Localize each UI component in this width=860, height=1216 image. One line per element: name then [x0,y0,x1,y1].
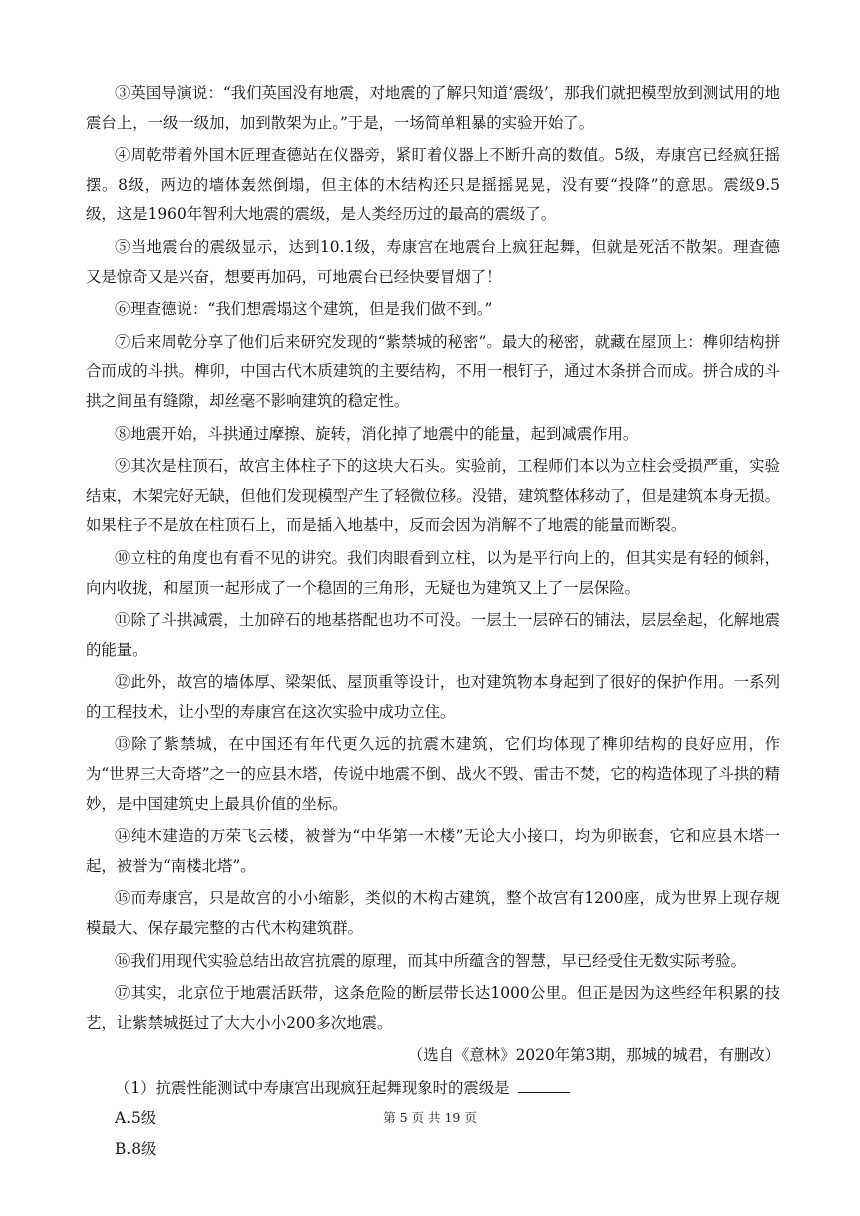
paragraph-14: ⑭纯木建造的万荣飞云楼，被誉为“中华第一木楼”无论大小接口，均为卯嵌套，它和应县木塔一起，被誉为“南楼北塔”。 [86,827,780,875]
paragraph-11: ⑪除了斗拱减震，土加碎石的地基搭配也功不可没。一层土一层碎石的铺法，层层垒起，化解地震的能量。 [86,611,780,659]
paragraph-16: ⑯我们用现代实验总结出故宫抗震的原理，而其中所蕴含的智慧，早已经受住无数实际考验。 [115,951,747,970]
paragraph-13: ⑬除了紫禁城，在中国还有年代更久远的抗震木建筑，它们均体现了榫卯结构的良好应用，作为“世界三大奇塔”之一的应县木塔，传说中地震不倒、战火不毁、雷击不焚，它的构造体现了斗拱的精妙，是中国建筑史上最具价值的坐标。 [86,735,780,813]
article-body [86,79,780,1164]
option-b: B.8级 [115,1139,157,1158]
question-1 [86,1073,780,1103]
source-citation: （选自《意林》2020年第3期，那城的城君，有删改） [407,1046,780,1065]
paragraph-7: ⑦后来周乾分享了他们后来研究发现的“紫禁城的秘密”。最大的秘密，就藏在屋顶上：榫卯结构拼合而成的斗拱。榫卯，中国古代木质建筑的主要结构，不用一根钉子，通过木条拼合而成。拼合成的斗拱之间虽有缝隙，却丝毫不影响建筑的稳定性。 [86,332,780,410]
paragraph-8: ⑧地震开始，斗拱通过摩擦、旋转，消化掉了地震中的能量，起到减震作用。 [115,424,639,443]
page-footer: 第 5 页 共 19 页 [383,1110,477,1125]
paragraph-17: ⑰其实，北京位于地震活跃带，这条危险的断层带长达1000公里。但正是因为这些经年积累的技艺，让紫禁城挺过了大大小小200多次地震。 [86,984,780,1032]
paragraph-15: ⑮而寿康宫，只是故宫的小小缩影，类似的木构古建筑，整个故宫有1200座，成为世界上现存规模最大、保存最完整的古代木构建筑群。 [86,889,780,938]
paragraph-6: ⑥理查德说：“我们想震塌这个建筑，但是我们做不到。” [115,300,493,319]
paragraph-9: ⑨其次是柱顶石，故宫主体柱子下的这块大石头。实验前，工程师们本以为立柱会受损严重，实验结束，木架完好无缺，但他们发现模型产生了轻微位移。没错，建筑整体移动了，但是建筑本身无损。如果柱子不是放在柱顶石上，而是插入地基中，反而会因为消解不了地震的能量而断裂。 [86,457,780,535]
paragraph-4: ④周乾带着外国木匠理查德站在仪器旁，紧盯着仪器上不断升高的数值。5级，寿康宫已经疯狂摇摆。8级，两边的墙体轰然倒塌，但主体的木结构还只是摇摇晃晃，没有要“投降”的意思。震级9.5级，这是1960年智利大地震的震级，是人类经历过的最高的震级了。 [86,146,780,224]
paragraph-3: ③英国导演说：“我们英国没有地震，对地震的了解只知道‘震级’，那我们就把模型放到测试用的地震台上，一级一级加，加到散架为止。”于是，一场简单粗暴的实验开始了。 [86,84,780,132]
paragraph-5: ⑤当地震台的震级显示，达到10.1级，寿康宫在地震台上疯狂起舞，但就是死活不散架。理查德又是惊奇又是兴奋，想要再加码，可地震台已经快要冒烟了！ [86,237,780,286]
paragraph-10: ⑩立柱的角度也有看不见的讲究。我们肉眼看到立柱，以为是平行向上的，但其实是有轻的倾斜，向内收拢，和屋顶一起形成了一个稳固的三角形，无疑也为建筑又上了一层保险。 [86,548,780,597]
answer-blank [518,1076,570,1093]
question-1-text: （1）抗震性能测试中寿康宫出现疯狂起舞现象时的震级是 [115,1079,510,1097]
option-a: A.5级 [115,1109,157,1127]
paragraph-12: ⑫此外，故宫的墙体厚、梁架低、屋顶重等设计，也对建筑物本身起到了很好的保护作用。一系列的工程技术，让小型的寿康宫在这次实验中成功立住。 [86,673,780,721]
